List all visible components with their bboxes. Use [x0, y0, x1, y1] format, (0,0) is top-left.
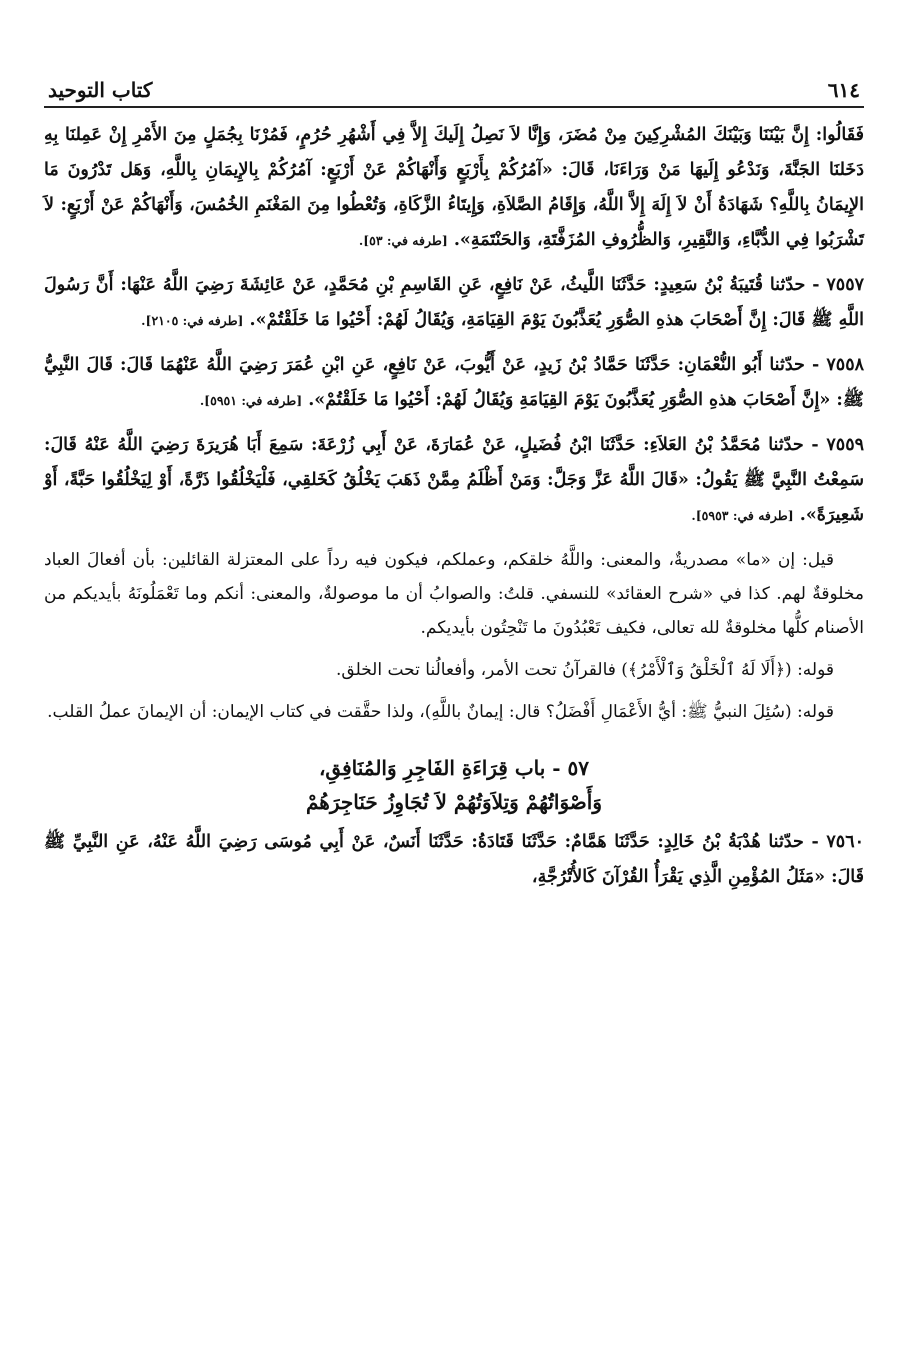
commentary-paragraph: قوله: (سُئِلَ النبيُّ ﷺ: أيُّ الأَعْمَالِ أَفْضَلُ؟ قال: إيمانٌ باللَّهِ)، ولذا حقَّقت في كتاب الإيمان: أن الإيمانَ عملُ القلب. [47, 702, 834, 722]
hadith-7560 [44, 825, 864, 895]
cross-reference: [طرفه في: ٥٣]. [358, 233, 448, 248]
chapter-heading [44, 751, 864, 819]
page-number: ٦١٤ [827, 78, 860, 102]
page-content [44, 118, 864, 895]
commentary-paragraph: قوله: (﴿أَلَا لَهُ ٱلْخَلْقُ وَٱلْأَمْرُ﴾) فالقرآنُ تحت الأمر، وأفعالُنا تحت الخلق. [335, 660, 834, 680]
hadith-text: ٧٥٥٩ - حدّثنا مُحَمَّدُ بْنُ العَلاَءِ: حَدَّثَنَا ابْنُ فُضَيلٍ، عَنْ عُمَارَةَ، عَنْ أَبِي زُرْعَةَ: سَمِعَ أَبَا هُرَيرَةَ رَضِيَ اللَّهُ عَنْهُ قَالَ: سَمِعْتُ النَّبِيَّ ﷺ يَقُولُ: «قَالَ اللَّهُ عَزَّ وَجَلَّ: وَمَنْ أَظْلَمُ مِمَّنْ ذَهَبَ يَخْلُقُ كَخَلقِي، فَلْيَخْلُقُوا ذَرَّةً، أَوْ لِيَخْلُقُوا حَبَّةً، أَوْ شَعِيرَةً». [44, 435, 864, 525]
cross-reference: [طرفه في: ٥٩٥٣]. [691, 508, 794, 523]
hadith-7557 [44, 268, 864, 338]
hadith-7558 [44, 348, 864, 418]
cross-reference: [طرفه في: ٥٩٥١]. [199, 393, 303, 408]
chapter-title-line1: ٥٧ - باب قِرَاءَةِ الفَاجِرِ وَالمُنَافِقِ، [318, 756, 590, 780]
hadith-text: ٧٥٥٧ - حدّثنا قُتَيبَةُ بْنُ سَعِيدٍ: حَدَّثَنَا اللَّيثُ، عَنْ نَافِعٍ، عَنِ القَاسِمِ بْنِ مُحَمَّدٍ، عَنْ عَائِشَةَ رَضِيَ اللَّهُ عَنْهَا: أَنَّ رَسُولَ اللَّهِ ﷺ قَالَ: إِنَّ أَصْحَابَ هذهِ الصُّوَرِ يُعَذَّبُونَ يَوْمَ القِيَامَةِ، وَيُقَالُ لَهُمْ: أَحْيُوا مَا خَلَقْتُمْ». [44, 275, 864, 330]
hadith-text: ٧٥٦٠ - حدّثنا هُدْبَةُ بْنُ خَالِدٍ: حَدَّثَنَا هَمَّامٌ: حَدَّثَنَا قَتَادَةُ: حَدَّثَنَا أَنَسٌ، عَنْ أَبِي مُوسَى رَضِيَ اللَّهُ عَنْهُ، عَنِ النَّبِيِّ ﷺ قَالَ: «مَثَلُ المُؤْمِنِ الَّذِي يَقْرَأُ القُرْآنَ كَالأُتْرُجَّةِ، [44, 832, 864, 887]
running-header [44, 62, 864, 108]
cross-reference: [طرفه في: ٢١٠٥]. [141, 313, 244, 328]
hadith-7559 [44, 428, 864, 533]
hadith-text: فَقَالُوا: إِنَّ بَيْنَنَا وَبَيْنَكَ المُشْرِكِينَ مِنْ مُضَرَ، وَإِنَّا لاَ نَصِلُ إِلَيكَ إِلاَّ فِي أَشْهُرِ حُرُمٍ، فَمُرْنَا بِجُمَلٍ مِنَ الأَمْرِ إِنْ عَمِلنَا بِهِ دَخَلنَا الجَنَّةَ، وَنَدْعُو إِلَيهَا مَنْ وَرَاءَنَا، قَالَ: «آمُرُكُمْ بِأَرْبَعٍ وَأَنْهَاكُمْ عَنْ أَرْبَعٍ: آمُرُكُمْ بِالإِيمَانِ بِاللَّهِ، وَهَل تَدْرُونَ مَا الإِيمَانُ بِاللَّهِ؟ شَهَادَةُ أَنْ لاَ إِلَهَ إِلاَّ اللَّهُ، وَإِقَامُ الصَّلاَةِ، وَإِيتَاءُ الزَّكَاةِ، وَتُعْطُوا مِنَ المَغْنَمِ الخُمُسَ، وَأَنْهَاكُمْ عَنْ أَرْبَعٍ: لاَ تَشْرَبُوا فِي الدُّبَّاءِ، وَالنَّقِيرِ، وَالظُّرُوفِ المُزَفَّتَةِ، وَالحَنْتَمَةِ». [44, 125, 864, 250]
chapter-title-line2: وَأَصْوَاتُهُمْ وَتِلاَوَتُهُمْ لاَ تُجَاوِزُ حَنَاجِرَهُمْ [306, 790, 602, 814]
hadith-text: ٧٥٥٨ - حدّثنا أَبُو النُّعْمَانِ: حَدَّثَنَا حَمَّادُ بْنُ زَيدٍ، عَنْ أَيُّوبَ، عَنْ نَافِعٍ، عَنِ ابْنِ عُمَرَ رَضِيَ اللَّهُ عَنْهُمَا قَالَ: قَالَ النَّبِيُّ ﷺ: «إِنَّ أَصْحَابَ هذهِ الصُّوَرِ يُعَذَّبُونَ يَوْمَ القِيَامَةِ وَيُقَالُ لَهُمْ: أَحْيُوا مَا خَلَقْتُمْ». [44, 355, 864, 410]
commentary-paragraph: قيل: إن «ما» مصدريةٌ، والمعنى: واللَّهُ خلقكم، وعملكم، فيكون فيه رداً على المعتزلة القائلين: بأن أفعالَ العباد مخلوقةٌ لهم. كذا في «شرح العقائد» للنسفي. قلتُ: والصوابُ أن ما موصولةٌ، والمعنى: أنكم وما تَعْمَلُونَهُ بأيديكم من الأصنام كلُّها مخلوقةٌ لله تعالى، فكيف تَعْبُدُونَ ما تَنْحِتُون بأيديكم. [44, 550, 864, 638]
book-title: كتاب التوحيد [48, 78, 153, 102]
hadith-continuation [44, 118, 864, 258]
